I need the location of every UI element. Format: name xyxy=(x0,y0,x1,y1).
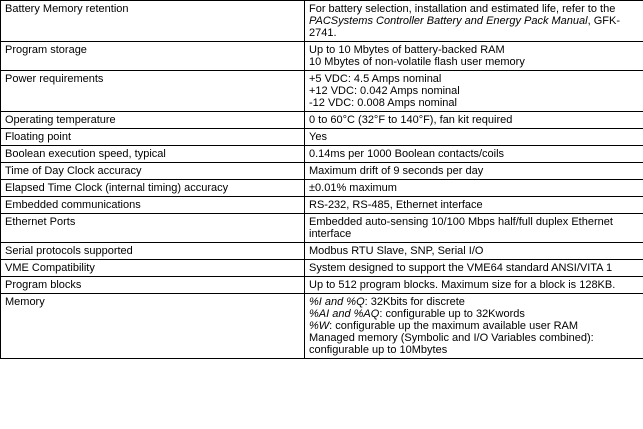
spec-value-italic-text: %W xyxy=(309,320,330,332)
spec-value-text: Yes xyxy=(309,131,327,143)
spec-value-text: 10 Mbytes of non-volatile flash user memory xyxy=(309,56,525,68)
spec-value xyxy=(305,294,643,359)
spec-value-line xyxy=(309,44,639,56)
spec-value-italic-text: %AI and %AQ xyxy=(309,308,380,320)
spec-value-text: +5 VDC: 4.5 Amps nominal xyxy=(309,73,442,85)
spec-value-text: Embedded auto-sensing 10/100 Mbps half/full duplex Ethernet interface xyxy=(309,216,613,240)
spec-value-text: Up to 512 program blocks. Maximum size for a block is 128KB. xyxy=(309,279,616,291)
spec-value-line xyxy=(309,308,639,320)
table-row xyxy=(1,214,643,243)
spec-value-text: 0.14ms per 1000 Boolean contacts/coils xyxy=(309,148,505,160)
spec-value-text: : configurable up the maximum available user RAM xyxy=(329,320,579,332)
spec-value-text: For battery selection, installation and estimated life, refer to the xyxy=(309,3,616,15)
spec-value-text: : 32Kbits for discrete xyxy=(364,296,465,308)
spec-value xyxy=(305,180,643,197)
spec-value-line xyxy=(309,56,639,68)
spec-value-italic-text: %I and %Q xyxy=(309,296,365,308)
spec-value-text: 0 to 60°C (32°F to 140°F), fan kit required xyxy=(309,114,513,126)
spec-label: Time of Day Clock accuracy xyxy=(1,163,305,180)
spec-value xyxy=(305,277,643,294)
spec-label: Elapsed Time Clock (internal timing) accuracy xyxy=(1,180,305,197)
spec-value-text: : configurable up to 32Kwords xyxy=(379,308,525,320)
table-row xyxy=(1,197,643,214)
spec-value-line xyxy=(309,97,639,109)
spec-label: Program storage xyxy=(1,42,305,71)
spec-label: Ethernet Ports xyxy=(1,214,305,243)
spec-label: Memory xyxy=(1,294,305,359)
spec-value-line xyxy=(309,131,639,143)
spec-value-text: Up to 10 Mbytes of battery-backed RAM xyxy=(309,44,505,56)
spec-value-text: +12 VDC: 0.042 Amps nominal xyxy=(309,85,460,97)
spec-value-text: -12 VDC: 0.008 Amps nominal xyxy=(309,97,457,109)
spec-label: Embedded communications xyxy=(1,197,305,214)
spec-value xyxy=(305,214,643,243)
spec-value-line xyxy=(309,279,639,291)
spec-value-text: System designed to support the VME64 standard ANSI/VITA 1 xyxy=(309,262,613,274)
table-row xyxy=(1,294,643,359)
table-row xyxy=(1,243,643,260)
spec-label: Power requirements xyxy=(1,71,305,112)
table-row xyxy=(1,71,643,112)
table-row xyxy=(1,42,643,71)
table-row xyxy=(1,1,643,42)
spec-value-line xyxy=(309,199,639,211)
spec-value-line xyxy=(309,245,639,257)
spec-value xyxy=(305,243,643,260)
spec-label: Boolean execution speed, typical xyxy=(1,146,305,163)
table-row xyxy=(1,163,643,180)
table-row xyxy=(1,112,643,129)
spec-value-line xyxy=(309,165,639,177)
spec-label: VME Compatibility xyxy=(1,260,305,277)
spec-value-line xyxy=(309,320,639,332)
spec-value-line xyxy=(309,182,639,194)
spec-value-line xyxy=(309,332,639,356)
spec-value xyxy=(305,197,643,214)
spec-value-line xyxy=(309,148,639,160)
spec-table-body xyxy=(1,1,643,359)
spec-value xyxy=(305,129,643,146)
table-row xyxy=(1,260,643,277)
table-row xyxy=(1,129,643,146)
table-row xyxy=(1,180,643,197)
spec-label: Battery Memory retention xyxy=(1,1,305,42)
spec-value xyxy=(305,112,643,129)
table-row xyxy=(1,146,643,163)
spec-value-line xyxy=(309,114,639,126)
spec-label: Floating point xyxy=(1,129,305,146)
spec-value-line xyxy=(309,262,639,274)
spec-value-line xyxy=(309,85,639,97)
spec-value xyxy=(305,163,643,180)
spec-value-line xyxy=(309,73,639,85)
spec-value xyxy=(305,260,643,277)
spec-value-text: , GFK-2741. xyxy=(309,15,620,39)
spec-value xyxy=(305,1,643,42)
spec-value-text: Managed memory (Symbolic and I/O Variables combined): configurable up to 10Mbytes xyxy=(309,332,594,356)
spec-value-text: Maximum drift of 9 seconds per day xyxy=(309,165,484,177)
spec-value-italic-text: PACSystems Controller Battery and Energy Pack Manual xyxy=(309,15,588,27)
spec-value-line xyxy=(309,216,639,240)
spec-value xyxy=(305,71,643,112)
spec-value-text: RS-232, RS-485, Ethernet interface xyxy=(309,199,483,211)
spec-value xyxy=(305,42,643,71)
spec-value-text: ±0.01% maximum xyxy=(309,182,397,194)
spec-value-line xyxy=(309,296,639,308)
spec-label: Program blocks xyxy=(1,277,305,294)
table-row xyxy=(1,277,643,294)
spec-value xyxy=(305,146,643,163)
spec-label: Operating temperature xyxy=(1,112,305,129)
spec-label: Serial protocols supported xyxy=(1,243,305,260)
spec-value-text: Modbus RTU Slave, SNP, Serial I/O xyxy=(309,245,484,257)
spec-value-line xyxy=(309,3,639,39)
